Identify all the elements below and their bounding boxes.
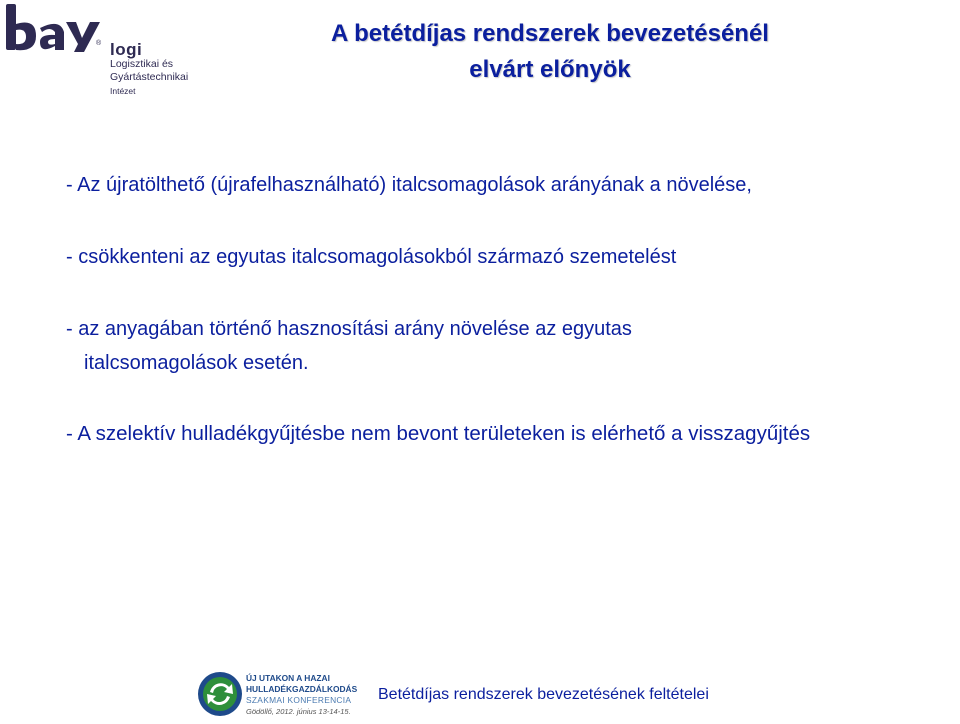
conference-title-line2: HULLADÉKGAZDÁLKODÁS bbox=[246, 684, 358, 694]
conference-title-line1: ÚJ UTAKON A HAZAI bbox=[246, 673, 330, 683]
logo-group bbox=[4, 2, 204, 102]
bullet-item-2: - csökkenteni az egyutas italcsomagolásokból származó szemetelést bbox=[66, 246, 677, 268]
footer-caption: Betétdíjas rendszerek bevezetésének feltételei bbox=[378, 686, 709, 703]
bay-logo bbox=[4, 2, 104, 54]
logi-logo-mark: logi bbox=[110, 40, 143, 59]
bullet-item-1: - Az újratölthető (újrafelhasználható) italcsomagolások arányának a növelése, bbox=[66, 174, 752, 196]
logi-institute-line2: Gyártástechnikai bbox=[110, 71, 189, 83]
conference-recycle-icon bbox=[196, 670, 244, 718]
bullet-item-3-continuation: italcsomagolások esetén. bbox=[84, 352, 309, 374]
logi-institute-line1: Logisztikai és bbox=[110, 58, 174, 70]
registered-mark: ® bbox=[96, 40, 102, 47]
logi-institute-line3: Intézet bbox=[110, 86, 136, 96]
conference-date-location: Gödöllő, 2012. június 13-14-15. bbox=[246, 707, 351, 716]
conference-title-line3: SZAKMAI KONFERENCIA bbox=[246, 695, 352, 705]
slide-title-line2: elvárt előnyök bbox=[469, 56, 631, 83]
bullet-item-3: - az anyagában történő hasznosítási arány növelése az egyutas bbox=[66, 318, 632, 340]
slide-title-line1: A betétdíjas rendszerek bevezetésénél bbox=[331, 20, 769, 47]
bullet-item-4: - A szelektív hulladékgyűjtésbe nem bevont területeken is elérhető a visszagyűjtés bbox=[66, 422, 811, 445]
